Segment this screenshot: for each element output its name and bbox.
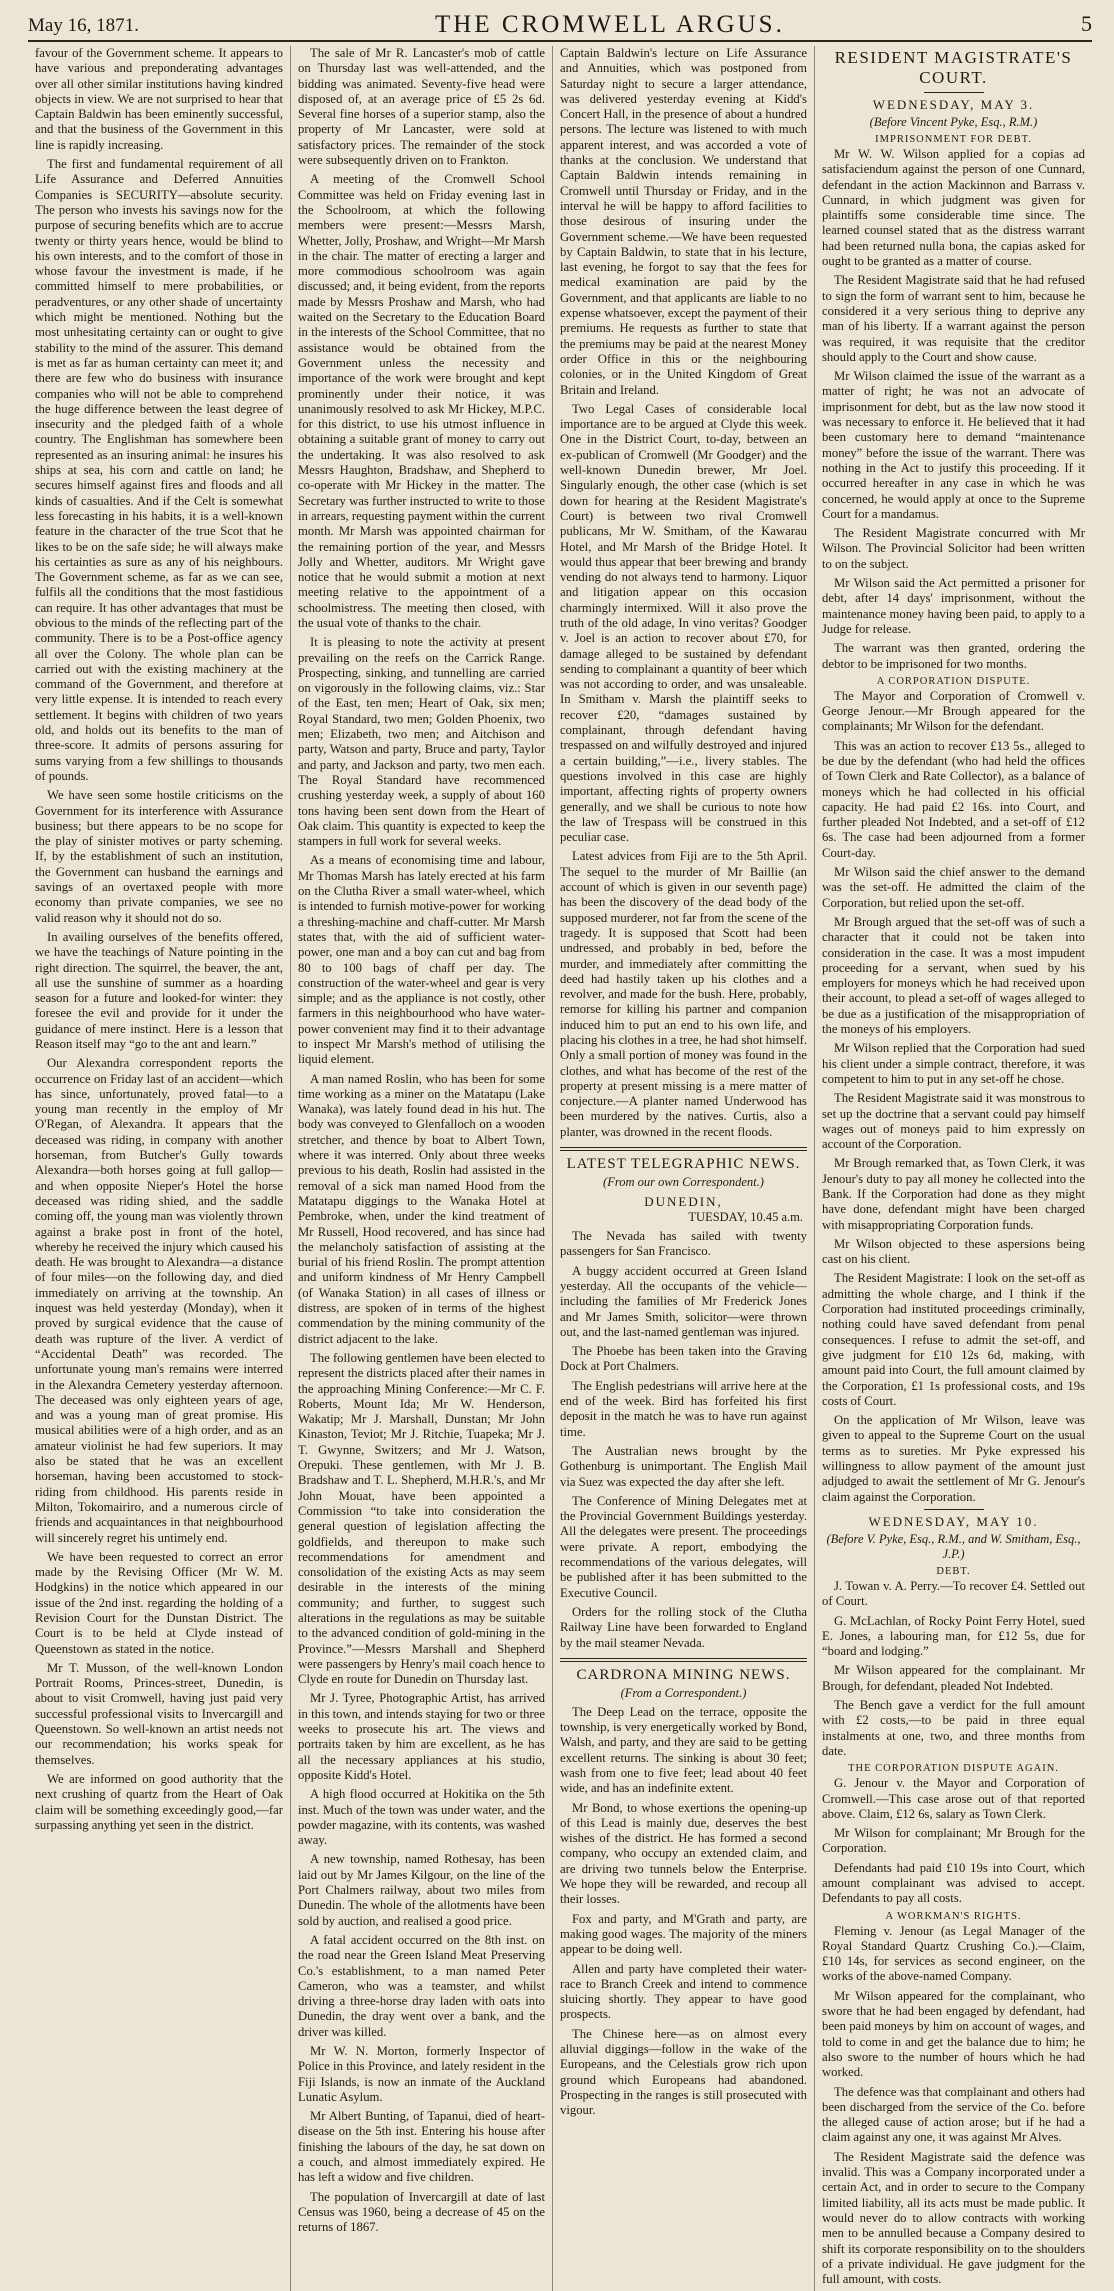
column-1 bbox=[28, 46, 290, 2291]
short-rule bbox=[924, 92, 984, 93]
issue-date: May 16, 1871. bbox=[28, 15, 139, 36]
court-paragraph: On the application of Mr Wilson, leave was given to appeal to the Supreme Court on the usual terms as to sureties. Mr Pyke expressed his willingness to allow payment of the amount just adjudged to await the settlement of Mr G. Jenour's claim against the Corporation. bbox=[822, 1413, 1085, 1504]
court-paragraph: Mr Wilson appeared for the complainant, who swore that he had been engaged by defendant, had been paid moneys by him on account of wages, and told to come in and get the balance due to him; he also swore to the number of hours which he had worked. bbox=[822, 1988, 1085, 2080]
column-2 bbox=[290, 46, 552, 2291]
article-paragraph: We have seen some hostile criticisms on the Government for its interference with Assurance business; but there appears to be no scope for the play of sinister motives or party scheming. If, by the establishment of such an institution, the Government can husband the earnings and savings of an overtaxed people with more economy than private companies, we see no valid reason why it should not do so. bbox=[35, 788, 283, 925]
court-paragraph: Mr Brough argued that the set-off was of such a character that it could not be taken into consideration in the case. It was a most impudent proceeding for a servant, when sued by his employers for moneys which he had received upon their account, to plead a set-off of wages alleged to be due as a justification of the misappropriation of the moneys of his employers. bbox=[822, 914, 1085, 1037]
article-paragraph: The first and fundamental requirement of all Life Assurance and Deferred Annuities Companies is SECURITY—absolute security. The person who invests his savings now for the purpose of securing benefits which are to accrue twenty or thirty years hence, would be blind to his own interests, and to the comfort of those in whose favour the investment is made, if he committed himself to mere probabilities, or peradventures, or any other shade of uncertainty which might be mentioned. Nothing but the most unhesitating certainty can or ought to give stability to the mind of the assurer. This demand is met as far as human certainty can meet it; and there are few who do business with insurance companies who will not be able to comprehend the huge difference between the least degree of insecurity and the pledged faith of a whole country. The Englishman has somewhere been represented as an insuring animal: he insures his ships at sea, his corn and cattle on land; he secures himself against fires and floods and all kinds of casualties. And if the Celt is somewhat less forecasting in his habits, it is a well-known feature in the character of the true Scot that he likes to be on the safe side; he will always make his certainties as sure as any of his neighbours. The Government scheme, as far as we can see, fulfils all the conditions that the most fastidious can require. It has other advantages that must be obvious to the minds of the reflecting part of the community. There is to be a Post-office agency all over the Colony. The whole plan can be carried out with the existing machinery at the command of the Government, and therefore at very little expense. It is intended to reach every settlement. It begins with children of two years old, and holds out its benefits to the man of three-score. It admits of persons assuring for sums varying from a few shillings to thousands of pounds. bbox=[35, 157, 283, 783]
case-subhead: A CORPORATION DISPUTE. bbox=[876, 675, 1031, 687]
columns bbox=[28, 46, 1092, 2287]
court-paragraph: The warrant was then granted, ordering the debtor to be imprisoned for two months. bbox=[822, 641, 1085, 671]
short-rule bbox=[924, 1509, 984, 1510]
article-paragraph: A meeting of the Cromwell School Committee was held on Friday evening last in the Schoolroom, at which the following members were present:—Messrs Marsh, Whetter, Jolly, Proshaw, and Wright—Mr Marsh in the chair. The matter of erecting a larger and more commodious schoolroom was again discussed; and, it being evident, from the reports made by Messrs Proshaw and Marsh, who had waited on the Secretary to the Education Board in the interests of the School Committee, that no assistance would be obtained from the Government unless the necessity and importance of the work were brought and kept prominently under their notice, it was unanimously resolved to ask Mr Hickey, M.P.C. for this district, to use his utmost influence in obtaining a suitable grant of money to carry out the undertaking. It was also resolved to ask Messrs Haughton, Bradshaw, and Shepherd to co-operate with Mr Hickey in the matter. The Secretary was further instructed to write to those in arrears, requesting payment within the current month. Mr Marsh was appointed chairman for the remaining portion of the year, and Messrs Jolly and Whetter, auditors. Mr Wright gave notice that he would submit a motion at next meeting relative to the appointment of a schoolmistress. The meeting then closed, with the usual vote of thanks to the chair. bbox=[298, 172, 545, 630]
case-subhead: A WORKMAN'S RIGHTS. bbox=[885, 1910, 1022, 1922]
article-paragraph: A fatal accident occurred on the 8th inst. on the road near the Green Island Meat Preserving Co.'s establishment, to a man named Peter Cameron, who was a teamster, and whilst driving a three-horse dray laden with oats into Dunedin, the dray went over a bank, and the driver was killed. bbox=[298, 1932, 545, 2039]
cardrona-news-heading: CARDRONA MINING NEWS. bbox=[576, 1666, 791, 1683]
article-paragraph: Mr Albert Bunting, of Tapanui, died of heart-disease on the 5th inst. Entering his house after finishing the labours of the day, he sat down on a couch, and almost immediately expired. He has left a widow and five children. bbox=[298, 2109, 545, 2185]
news-item: The Phoebe has been taken into the Graving Dock at Port Chalmers. bbox=[560, 1344, 807, 1374]
article-paragraph: The following gentlemen have been elected to represent the districts placed after their names in the approaching Mining Conference:—Mr C. F. Roberts, Mount Ida; Mr W. Henderson, Wakatip; Mr J. Marshall, Dunstan; Mr John Kinaston, Teviot; Mr J. Ritchie, Tuapeka; Mr J. T. Gwynne, Switzers; and Mr J. Watson, Orepuki. These gentlemen, with Mr J. B. Bradshaw and T. L. Shepherd, M.H.R.'s, and Mr John Mouat, have been appointed a Commission “to take into consideration the general question of legislation affecting the goldfields, and thereupon to make such recommendations for amendment and consolidation of the existing Acts as may seem desirable in the interests of the mining community; and further, to suggest such alterations in the regulations as may be suitable to the advanced condition of gold-mining in the Province.”—Messrs Marshall and Shepherd were passengers by Henry's mail coach hence to Clyde en route for Dunedin on Thursday last. bbox=[298, 1350, 545, 1687]
court-paragraph: Mr Wilson appeared for the complainant. Mr Brough, for defendant, pleaded Not Indebted. bbox=[822, 1663, 1085, 1693]
article-paragraph: A man named Roslin, who has been for some time working as a miner on the Matatapu (Lake Wanaka), was lately found dead in his hut. The body was conveyed to Glenfalloch on a wooden stretcher, and thence by boat to Albert Town, where it was interred. Only about three weeks previous to his death, Roslin had assisted in the removal of a sick man named Hood from the Matatapu diggings to the Wanaka Hotel at Pembroke, when, under the kind treatment of Mr Russell, Hood recovered, and has since had the melancholy satisfaction of assisting at the burial of his friend Roslin. The prompt attention and uniform kindness of Mr Henry Campbell (of Wanaka Station) in all cases of illness or distress, are spoken of in terms of the highest commendation by the mining community of the district adjacent to the lake. bbox=[298, 1071, 545, 1346]
court-paragraph: The Mayor and Corporation of Cromwell v. George Jenour.—Mr Brough appeared for the complainants; Mr Wilson for the defendant. bbox=[822, 688, 1085, 734]
news-item: The Conference of Mining Delegates met at the Provincial Government Buildings yesterday. All the delegates were present. The proceedings were private. A report, embodying the recommendations of the various delegates, will be published after it has been submitted to the Executive Council. bbox=[560, 1493, 807, 1600]
article-paragraph: It is pleasing to note the activity at present prevailing on the reefs on the Carrick Range. Prospecting, sinking, and tunnelling are carried on vigorously in the following claims, viz.: Star of the East, ten men; Heart of Oak, six men; Royal Standard, two men; Golden Phoenix, two men; Elizabeth, two men; and Aitchison and party, Watson and party, Bruce and party, Taylor and party, and Jackson and party, two men each. The Royal Standard have recommenced crushing yesterday week, a supply of about 160 tons having been sent down from the Heart of Oak claim. This quantity is expected to keep the stampers in full work for several weeks. bbox=[298, 635, 545, 849]
article-paragraph: Mr W. N. Morton, formerly Inspector of Police in this Province, and lately resident in the Fiji Islands, is now an inmate of the Auckland Lunatic Asylum. bbox=[298, 2044, 545, 2104]
court-paragraph: The Bench gave a verdict for the full amount with £2 costs,—to be paid in three equal instalments at one, two, and three months from date. bbox=[822, 1698, 1085, 1758]
court-paragraph: Mr Wilson replied that the Corporation had sued his client under a simple contract, therefore, it was competent to him to put in any set-off he chose. bbox=[822, 1041, 1085, 1086]
court-paragraph: Mr Wilson for complainant; Mr Brough for the Corporation. bbox=[822, 1826, 1085, 1856]
news-item: Orders for the rolling stock of the Clutha Railway Line have been forwarded to England by the mail steamer Nevada. bbox=[560, 1604, 807, 1650]
case-subhead: IMPRISONMENT FOR DEBT. bbox=[875, 134, 1032, 145]
court-paragraph: The Resident Magistrate said it was monstrous to set up the doctrine that a servant could pay himself wages out of moneys paid to him expressly on account of the Corporation. bbox=[822, 1091, 1085, 1152]
column-3 bbox=[552, 46, 814, 2291]
court-paragraph: Mr Wilson objected to these aspersions being cast on his client. bbox=[822, 1236, 1085, 1267]
article-paragraph: A high flood occurred at Hokitika on the 5th inst. Much of the town was under water, and the powder magazine, with its contents, was washed away. bbox=[298, 1787, 545, 1848]
telegraphic-place: DUNEDIN, bbox=[644, 1194, 723, 1210]
court-bench: (Before V. Pyke, Esq., R.M., and W. Smitham, Esq., J.P.) bbox=[826, 1531, 1081, 1561]
article-paragraph: Latest advices from Fiji are to the 5th April. The sequel to the murder of Mr Baillie (an account of which is given in our seventh page) has been the discovery of the dead body of the supposed murderer, not far from the scene of the tragedy. It is supposed that Scott had been undressed, and probably in bed, before the murder, and immediately after committing the deed had hastily taken up his clothes and a revolver, and made for the bush. Here, probably, remorse for killing his partner and companion induced him to put an end to his own life, and placing his clothes in a tree, he had shot himself. Only a small portion of money was found in the clothes, and what has become of the rest of the property at present missing is a mere matter of conjecture.—A planter named Underwood has been murdered by the natives. Curtis, also a planter, was drowned in the recent floods. bbox=[560, 849, 807, 1139]
article-paragraph: Our Alexandra correspondent reports the occurrence on Friday last of an accident—which has since, unfortunately, proved fatal—to a young man recently in the employ of Mr O'Regan, of Alexandra. It appears that the deceased was riding, in company with another horseman, from Butcher's Gully towards Alexandra—both horses going at full gallop—and when opposite Nieper's Hotel the horse deceased was riding shied, and the saddle coming off, the young man was violently thrown against a brake post in front of the hotel, whereby he received the injury which caused his death. He was brought to Alexandra—a distance of four miles—on the following day, and died immediately on arriving at the township. An inquest was held yesterday (Monday), when it proved by surgical evidence that the cause of death was rupture of the liver. A verdict of “Accidental Death” was recorded. The unfortunate young man's remains were interred in the Alexandra Cemetery yesterday afternoon. The deceased was only eighteen years of age, and was a young man of great promise. His musical abilities were of a high order, and as an amateur violinist he had few superiors. It may also be stated that he was an excellent horseman, having been accustomed to stock-riding from childhood. His parents reside in Milton, Tokomairiro, and a numerous circle of friends and acquaintances in that neighbourhood will sincerely regret his untimely end. bbox=[35, 1056, 283, 1545]
telegraphic-news-heading: LATEST TELEGRAPHIC NEWS. bbox=[566, 1156, 801, 1173]
news-item: Allen and party have completed their water-race to Branch Creek and intend to commence sluicing shortly. They appear to have good prospects. bbox=[560, 1961, 807, 2022]
court-paragraph: Mr Wilson said the Act permitted a prisoner for debt, after 14 days' imprisonment, without the maintenance money having been paid, to apply to a Judge for release. bbox=[822, 576, 1085, 636]
article-paragraph: We are informed on good authority that the next crushing of quartz from the Heart of Oak claim will be something exceedingly good,—far surpassing anything yet seen in the district. bbox=[35, 1771, 283, 1832]
article-paragraph: The population of Invercargill at date of last Census was 1960, being a decrease of 45 on the returns of 1867. bbox=[298, 2189, 545, 2235]
court-date: WEDNESDAY, MAY 3. bbox=[872, 97, 1035, 112]
newspaper-title: THE CROMWELL ARGUS. bbox=[435, 11, 785, 38]
court-paragraph: The Resident Magistrate said the defence was invalid. This was a Company incorporated under a certain Act, and in order to secure to the Company limited liability, all its acts must be made public. It would never do to allow contracts with working men to be annulled because a Company desired to shift its corporate responsibility on to the shoulders of a private individual. He gave judgment for the full amount, with costs. bbox=[822, 2149, 1085, 2287]
news-item: The Nevada has sailed with twenty passengers for San Francisco. bbox=[560, 1229, 807, 1259]
article-paragraph: We have been requested to correct an error made by the Revising Officer (Mr W. M. Hodgkins) in the notice which appeared in our issue of the 2nd inst. regarding the holding of a Revision Court for the Dunstan District. The Court is to be held at Clyde instead of Queenstown as stated in the notice. bbox=[35, 1549, 283, 1656]
section-divider bbox=[560, 1658, 807, 1662]
court-paragraph: G. McLachlan, of Rocky Point Ferry Hotel, sued E. Jones, a labouring man, for £12 5s, due for “board and lodging.” bbox=[822, 1613, 1085, 1659]
court-bench: (Before Vincent Pyke, Esq., R.M.) bbox=[869, 115, 1038, 129]
court-paragraph: This was an action to recover £13 5s., alleged to be due by the defendant (who had held the offices of Town Clerk and Rate Collector), as a balance of moneys which he had collected in his official capacity. He had paid £2 16s. into Court, and further pleaded Not Indebted, and a set-off of £12 6s. The case had been adjourned from a former Court-day. bbox=[822, 738, 1085, 860]
court-heading: RESIDENT MAGISTRATE'S COURT. bbox=[834, 48, 1073, 87]
article-paragraph: As a means of economising time and labour, Mr Thomas Marsh has lately erected at his farm on the Clutha River a small water-wheel, which is intended to furnish motive-power for working a threshing-machine and chaff-cutter. Mr Marsh states that, with the aid of sufficient water-power, one man and a boy can cut and bag from 80 to 100 bags of chaff per day. The construction of the water-wheel and gear is very simple; and as the appliance is not costly, other farmers in this neighbourhood who have water-power convenient may find it to their advantage to inspect Mr Marsh's method of utilising the liquid element. bbox=[298, 853, 545, 1067]
court-paragraph: Mr W. W. Wilson applied for a copias ad satisfaciendum against the person of one Cunnard, defendant in the action Mackinnon and Barrass v. Cunnard, in which judgment was given for plaintiffs some considerable time since. The learned counsel stated that as the distress warrant had been returned nulla bona, the capias asked for ought to be granted as a matter of course. bbox=[822, 147, 1085, 269]
article-paragraph: Two Legal Cases of considerable local importance are to be argued at Clyde this week. One in the District Court, to-day, between an ex-publican of Cromwell (Mr Goodger) and the well-known Dunedin brewer, Mr Joel. Singularly enough, the other case (which is set down for hearing at the Resident Magistrate's Court) is between two rival Cromwell publicans, Mr W. Smitham, of the Kawarau Hotel, and Mr Marsh of the Bridge Hotel. It would thus appear that beer brewing and brandy vending do not always tend to harmony. Liquor and litigation appear on this occasion charmingly intermixed. Will it also prove the truth of the old adage, In vino veritas? Goodger v. Joel is an action to recover about £70, for damage alleged to be sustained by defendant sending to complainant a quantity of beer which was not according to order, and was unsaleable. In Smitham v. Marsh the plaintiff seeks to recover £20, “damages sustained by complainant, through defendant having trespassed on and wilfully destroyed and injured a certain building,”—i.e., livery stables. The questions involved in this case are highly important, affecting rights of property owners generally, and we shall be curious to note how the law of Trespass will be construed in this peculiar case. bbox=[560, 401, 807, 845]
article-paragraph: favour of the Government scheme. It appears to have various and preponderating advantages over all other similar institutions having kindred objects in view. We are not surprised to hear that Captain Baldwin has been eminently successful, and that the business of the Government in this line is rapidly increasing. bbox=[35, 46, 283, 152]
news-item: A buggy accident occurred at Green Island yesterday. All the occupants of the vehicle—including the families of Mr Frederick Jones and Mr James Smith, solicitor—were thrown out, and the last-named gentleman was injured. bbox=[560, 1263, 807, 1339]
article-paragraph: Mr J. Tyree, Photographic Artist, has arrived in this town, and intends staying for two or three weeks to prosecute his art. The views and portraits taken by him are excellent, as he has all the necessary appliances at his studio, opposite Kidd's Hotel. bbox=[298, 1691, 545, 1782]
news-item: The Chinese here—as on almost every alluvial diggings—follow in the wake of the Europeans, and the Celestials grow rich upon ground which Europeans had abandoned. Prospecting in the ranges is still prosecuted with vigour. bbox=[560, 2026, 807, 2118]
cardrona-byline: (From a Correspondent.) bbox=[620, 1685, 747, 1700]
court-date: WEDNESDAY, MAY 10. bbox=[868, 1513, 1039, 1529]
telegraphic-time: TUESDAY, 10.45 a.m. bbox=[688, 1210, 803, 1225]
masthead bbox=[28, 6, 1092, 42]
court-paragraph: The Resident Magistrate said that he had refused to sign the form of warrant sent to him, because he considered it a very serious thing to deprive any man of his liberty. If a warrant against the person was required, it was requisite that the creditor should apply to the Court and show cause. bbox=[822, 273, 1085, 364]
court-paragraph: Fleming v. Jenour (as Legal Manager of the Royal Standard Quartz Crushing Co.).—Claim, £10 14s, for services as second engineer, on the works of the above-named Company. bbox=[822, 1923, 1085, 1984]
case-subhead: DEBT. bbox=[936, 1565, 971, 1577]
column-4 bbox=[814, 46, 1092, 2291]
news-item: The English pedestrians will arrive here at the end of the week. Bird has forfeited his first deposit in the match he was to have run against time. bbox=[560, 1378, 807, 1439]
court-paragraph: The defence was that complainant and others had been discharged from the service of the Co. before the alleged cause of action arose; but if he had a claim against any one, it was against Mr Alves. bbox=[822, 2084, 1085, 2145]
news-item: Mr Bond, to whose exertions the opening-up of this Lead is mainly due, deserves the best wishes of the district. He has formed a second company, who occupy an extended claim, and are driving two tunnels below the Enterprise. We hope they will be rewarded, and recoup all their losses. bbox=[560, 1800, 807, 1907]
article-paragraph: Captain Baldwin's lecture on Life Assurance and Annuities, which was postponed from Saturday night to secure a larger attendance, was delivered yesterday evening at Kidd's Concert Hall, in the presence of about a hundred persons. The lecture was listened to with much apparent interest, and was accorded a vote of thanks at the conclusion. We understand that Captain Baldwin intends remaining in Cromwell until Thursday or Friday, and in the interval he will be happy to afford facilities to those desirous of insuring under the Government scheme.—We have been requested by Captain Baldwin, to state that in his lecture, last evening, he forgot to say that the fees for medical examination are paid by the Government, and that applicants are liable to no expense whatsoever, except the payment of their premiums. He requests as further to state that the premiums may be paid at the nearest Money order Office in this or the neighbouring colonies, or in the United Kingdom of Great Britain and Ireland. bbox=[560, 46, 807, 397]
court-paragraph: J. Towan v. A. Perry.—To recover £4. Settled out of Court. bbox=[822, 1578, 1085, 1609]
court-paragraph: G. Jenour v. the Mayor and Corporation of Cromwell.—This case arose out of that reported above. Claim, £12 6s, salary as Town Clerk. bbox=[822, 1776, 1085, 1821]
article-paragraph: Mr T. Musson, of the well-known London Portrait Rooms, Princes-street, Dunedin, is about to visit Cromwell, having just paid very successful professional visits to Invercargill and Queenstown. So well-known an artist needs not our recommendation; his works speak for themselves. bbox=[35, 1660, 283, 1767]
article-paragraph: The sale of Mr R. Lancaster's mob of cattle on Thursday last was well-attended, and the bidding was animated. Seventy-five head were disposed of, at an average price of £5 2s 6d. Several fine horses of a superior stamp, also the property of Mr Lancaster, were sold at satisfactory prices. The remainder of the stock were subsequently driven on to Frankton. bbox=[298, 46, 545, 168]
court-paragraph: Mr Wilson claimed the issue of the warrant as a matter of right; he was not an advocate of imprisonment for debt, but as the law now stood it was necessary to enforce it. He believed that it had been customary here to demand “maintenance money” before the issue of the warrant. There was nothing in the Act to justify this proceeding. If it occurred hereafter in any case in which he was concerned, he would apply at once to the Supreme Court for a mandamus. bbox=[822, 369, 1085, 521]
court-paragraph: Mr Brough remarked that, as Town Clerk, it was Jenour's duty to pay all money he collected into the Bank. If the Corporation had done as they might have done, defendant might have been charged with misappropriating Corporation funds. bbox=[822, 1156, 1085, 1232]
court-paragraph: Defendants had paid £10 19s into Court, which amount complainant was advised to accept. Defendants to pay all costs. bbox=[822, 1860, 1085, 1906]
news-item: The Australian news brought by the Gothenburg is unimportant. The English Mail via Suez was expected the day after she left. bbox=[560, 1443, 807, 1489]
court-paragraph: The Resident Magistrate concurred with Mr Wilson. The Provincial Solicitor had been written to on the subject. bbox=[822, 526, 1085, 571]
court-paragraph: Mr Wilson said the chief answer to the demand was the set-off. He admitted the claim of the Corporation, but relied upon the set-off. bbox=[822, 865, 1085, 910]
telegraphic-byline: (From our own Correspondent.) bbox=[603, 1175, 764, 1190]
case-subhead: THE CORPORATION DISPUTE AGAIN. bbox=[848, 1763, 1059, 1775]
page-number: 5 bbox=[1081, 11, 1092, 36]
section-divider bbox=[560, 1147, 807, 1151]
article-paragraph: In availing ourselves of the benefits offered, we have the teachings of Nature pointing in the right direction. The squirrel, the beaver, the ant, all use the sunshine of summer as a hoarding season for a future and looked-for winter: they foresee the evil and provide for it under the guidance of mere instinct. Here is a lesson that Reason itself may “go to the ant and learn.” bbox=[35, 929, 283, 1051]
article-paragraph: A new township, named Rothesay, has been laid out by Mr James Kilgour, on the line of the Port Chalmers railway, about two miles from Dunedin. The whole of the allotments have been sold by auction, and realised a good price. bbox=[298, 1852, 545, 1928]
court-paragraph: The Resident Magistrate: I look on the set-off as admitting the whole charge, and I think if the Corporation had instituted proceedings criminally, nothing could have saved defendant from penal consequences. I refuse to admit the set-off, and give judgment for £10 12s 6d, making, with amount paid into Court, the full amount claimed by the Corporation, £1 1s professional costs, and 19s costs of Court. bbox=[822, 1271, 1085, 1408]
news-item: Fox and party, and M'Grath and party, are making good wages. The majority of the miners appear to be doing well. bbox=[560, 1911, 807, 1957]
news-item: The Deep Lead on the terrace, opposite the township, is very energetically worked by Bond, Walsh, and party, and they are said to be getting excellent returns. The sinking is about 30 feet; wash from one to five feet; lead about 40 feet wide, and has an indefinite extent. bbox=[560, 1704, 807, 1796]
